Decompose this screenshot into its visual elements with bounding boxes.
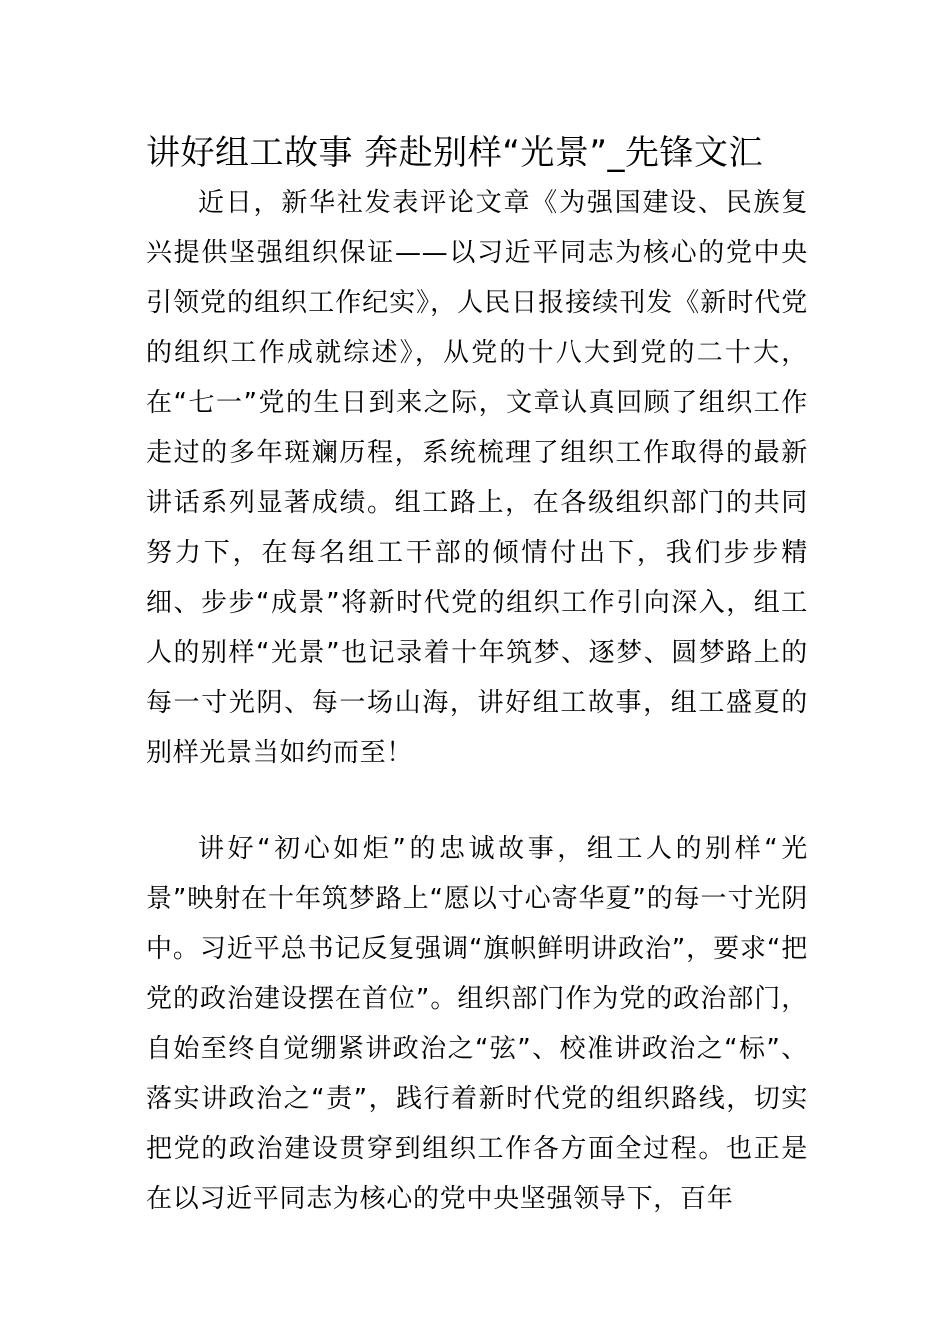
paragraph-loyalty-story: 讲好“初心如炬”的忠诚故事，组工人的别样“光景”映射在十年筑梦路上“愿以寸心寄华夏”的每一寸光阴中。习近平总书记反复强调“旗帜鲜明讲政治”，要求“把党的政治建设摆在首位”。组织部门作为党的政治部门，自始至终自觉绷紧讲政治之“弦”、校准讲政治之“标”、落实讲政治之“责”，践行着新时代党的组织路线，切实把党的政治建设贯穿到组织工作各方面全过程。也正是在以习近平同志为核心的党中央坚强领导下，百年	[146, 834, 808, 1214]
paragraph-intro: 近日，新华社发表评论文章《为强国建设、民族复兴提供坚强组织保证——以习近平同志为核心的党中央引领党的组织工作纪实》，人民日报接续刊发《新时代党的组织工作成就综述》，从党的十八大到党的二十大，在“七一”党的生日到来之际，文章认真回顾了组织工作走过的多年斑斓历程，系统梳理了组织工作取得的最新讲话系列显著成绩。组工路上，在各级组织部门的共同努力下，在每名组工干部的倾情付出下，我们步步精细、步步“成景”将新时代党的组织工作引向深入，组工人的别样“光景”也记录着十年筑梦、逐梦、圆梦路上的每一寸光阴、每一场山海，讲好组工故事，组工盛夏的别样光景当如约而至！	[146, 188, 808, 768]
document-title: 讲好组工故事 奔赴别样“光景”_先锋文汇	[146, 133, 764, 173]
